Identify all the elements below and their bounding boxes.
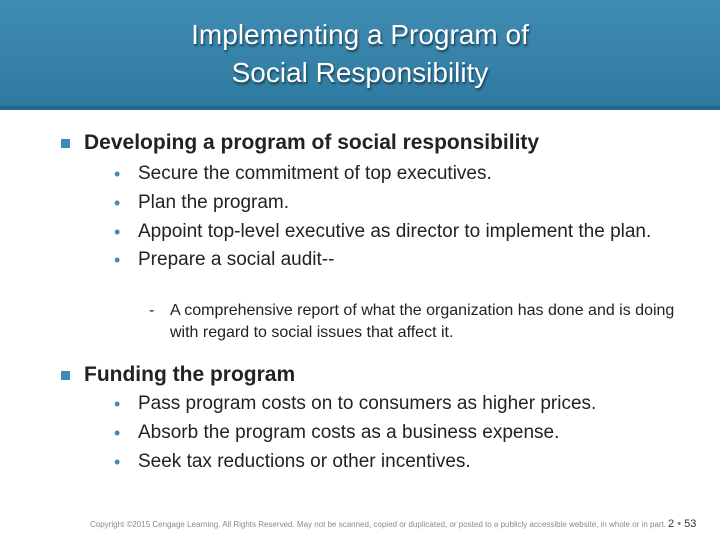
slide-title-line-2: Social Responsibility [231, 57, 489, 88]
slide-title-line-1: Implementing a Program of [191, 19, 529, 50]
bullet-dot-icon: • [114, 423, 121, 443]
bullet-dot-icon: • [114, 193, 121, 213]
funding-options-list [114, 392, 698, 474]
section-heading-developing [84, 130, 539, 156]
developing-steps-list [114, 162, 698, 272]
slide-number: 53 [684, 518, 697, 530]
section-heading-funding [84, 362, 295, 388]
slide-title [0, 16, 720, 92]
bullet-dot-icon: • [114, 164, 121, 184]
list-item-text: Pass program costs on to consumers as higher prices. [138, 393, 597, 414]
bullet-dot-icon: • [114, 394, 121, 414]
list-item [114, 191, 698, 215]
list-item [114, 162, 698, 186]
section-heading-text: Developing a program of social responsibility [84, 131, 540, 154]
list-item [114, 450, 698, 474]
section-heading-text: Funding the program [84, 363, 296, 386]
list-item-text: Absorb the program costs as a business expense. [138, 422, 560, 443]
list-item [114, 248, 698, 272]
bullet-dot-icon: • [114, 250, 121, 270]
list-item-text: Seek tax reductions or other incentives. [138, 451, 471, 472]
sub-item-text: A comprehensive report of what the organization has done and is doing with regard to social issues that affect it. [170, 302, 675, 341]
copyright-notice: Copyright ©2015 Cengage Learning. All Rights Reserved. May not be scanned, copied or duplicated, or posted to a publicly accessible website, in whole or in part. [90, 520, 667, 529]
separator-dot-icon: • [677, 518, 682, 530]
bullet-dot-icon: • [114, 222, 121, 242]
bullet-dot-icon: • [114, 452, 121, 472]
list-item [114, 220, 698, 244]
list-item-text: Secure the commitment of top executives. [138, 163, 492, 184]
list-item [114, 392, 698, 416]
list-item-text: Plan the program. [138, 192, 290, 213]
list-item-text: Prepare a social audit-- [138, 249, 335, 270]
square-bullet-icon [61, 371, 70, 380]
dash-bullet-icon: - [149, 302, 155, 319]
chapter-number: 2 [668, 518, 675, 530]
sub-item-social-audit [149, 300, 690, 344]
page-number [668, 518, 696, 530]
list-item-text: Appoint top-level executive as director to implement the plan. [138, 221, 652, 242]
square-bullet-icon [61, 139, 70, 148]
title-banner [0, 0, 720, 110]
list-item [114, 421, 698, 445]
